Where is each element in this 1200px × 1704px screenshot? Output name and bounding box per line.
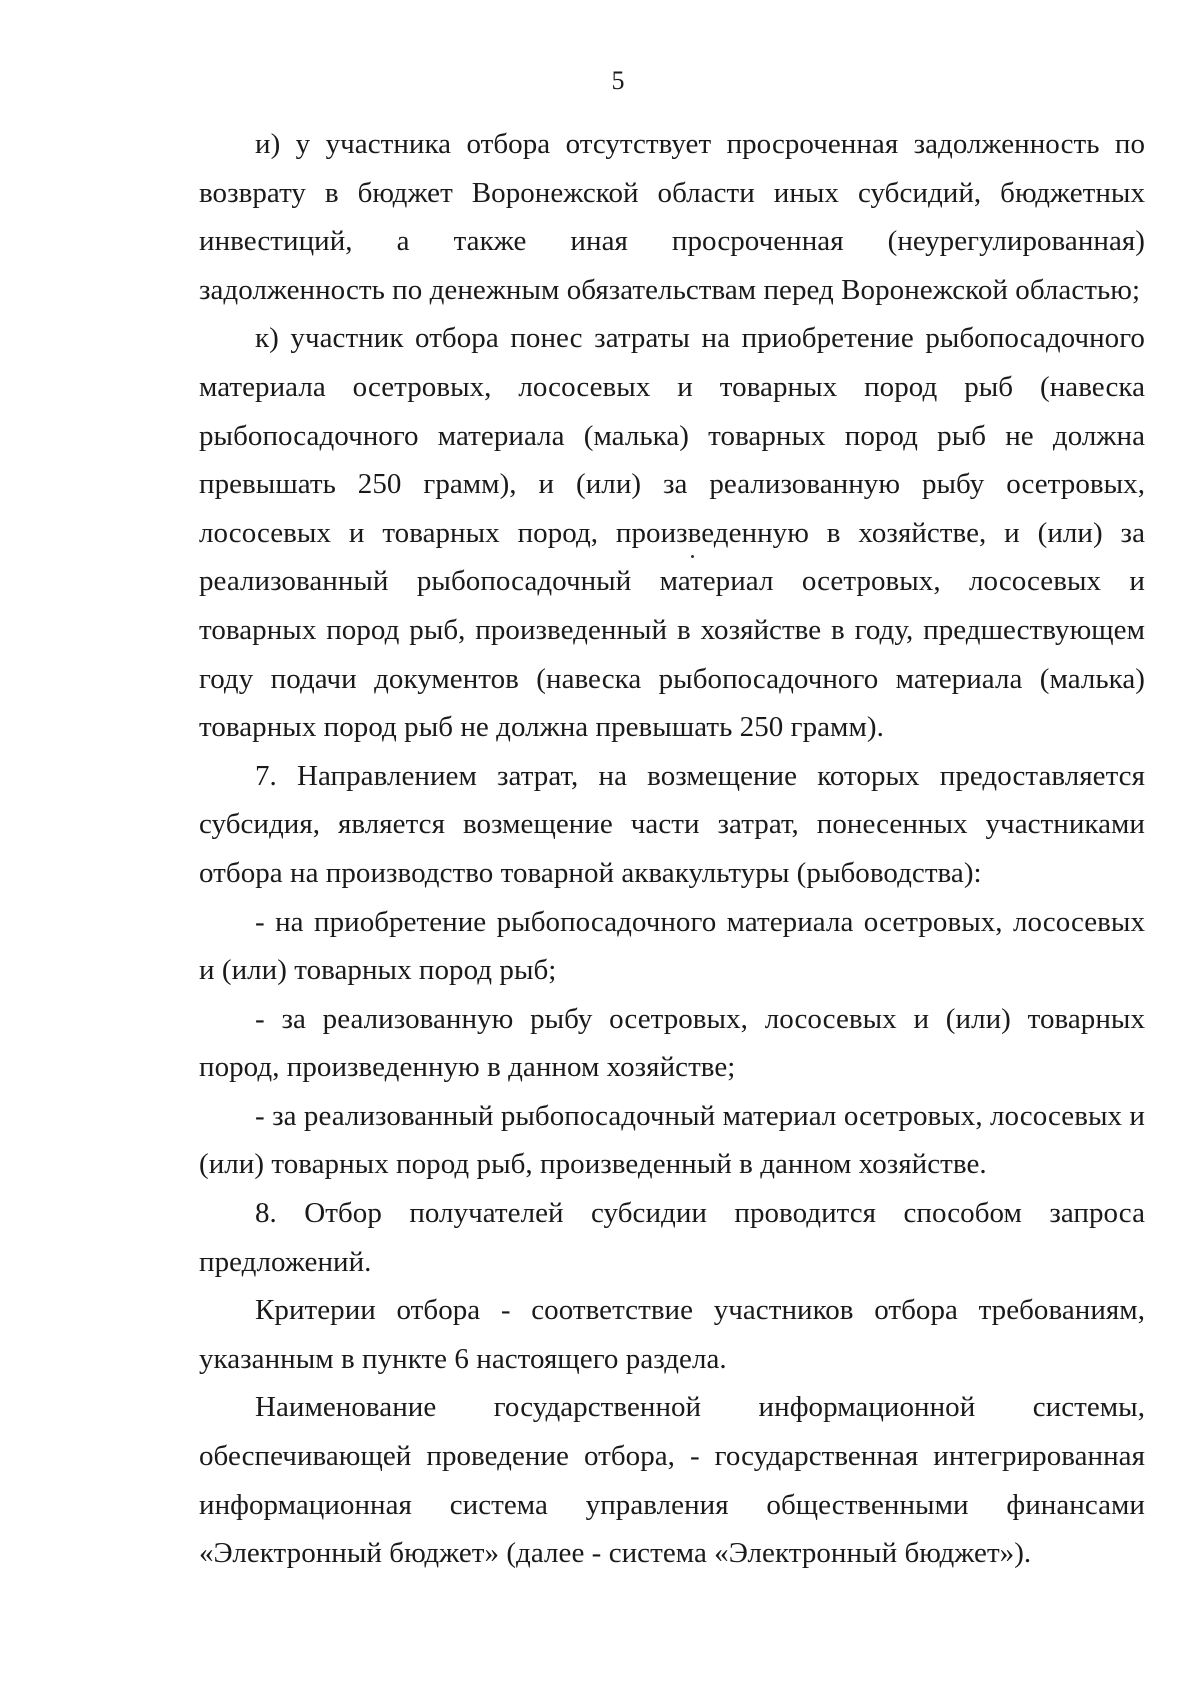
paragraph-information-system: Наименование государственной информационной системы, обеспечивающей проведение отбора, - государственная интегрированная информационная система управления общественными финансами «Электронный бюджет» (далее - система «Электронный бюджет»). bbox=[199, 1391, 1145, 1570]
paragraph-i-no-overdue-debt: и) у участника отбора отсутствует просроченная задолженность по возврату в бюджет Воронежской области иных субсидий, бюджетных инвестиций, а также иная просроченная (неурегулированная) задолженность по денежным обязательствам перед Воронежской областью; bbox=[199, 128, 1145, 306]
list-item-sold-fish: - за реализованную рыбу осетровых, лососевых и (или) товарных пород, произведенную в данном хозяйстве; bbox=[199, 1002, 1145, 1084]
paragraph-7-cost-directions: 7. Направлением затрат, на возмещение которых предоставляется субсидия, является возмещение части затрат, понесенных участниками отбора на производство товарной аквакультуры (рыбоводства): bbox=[199, 759, 1145, 889]
scan-speck bbox=[691, 555, 694, 558]
page-number: 5 bbox=[611, 66, 625, 95]
document-body bbox=[199, 120, 1145, 1578]
list-item-purchase-fish-stock: - на приобретение рыбопосадочного материала осетровых, лососевых и (или) товарных пород рыб; bbox=[199, 905, 1145, 987]
list-item-sold-fish-stock: - за реализованный рыбопосадочный материал осетровых, лососевых и (или) товарных пород рыб, произведенный в данном хозяйстве. bbox=[199, 1099, 1145, 1181]
paragraph-selection-criteria: Критерии отбора - соответствие участников отбора требованиям, указанным в пункте 6 настоящего раздела. bbox=[199, 1294, 1145, 1375]
paragraph-8-selection-method: 8. Отбор получателей субсидии проводится способом запроса предложений. bbox=[199, 1197, 1145, 1278]
paragraph-k-costs-incurred: к) участник отбора понес затраты на приобретение рыбопосадочного материала осетровых, лососевых и товарных пород рыб (навеска рыбопосадочного материала (малька) товарных пород рыб не должна превышать 250 грамм), и (или) за реализованную рыбу осетровых, лососевых и товарных пород, произведенную в хозяйстве, и (или) за реализованный рыбопосадочный материал осетровых, лососевых и товарных пород рыб, произведенный в хозяйстве в году, предшествующем году подачи документов (навеска рыбопосадочного материала (малька) товарных пород рыб не должна превышать 250 грамм). bbox=[199, 322, 1145, 744]
